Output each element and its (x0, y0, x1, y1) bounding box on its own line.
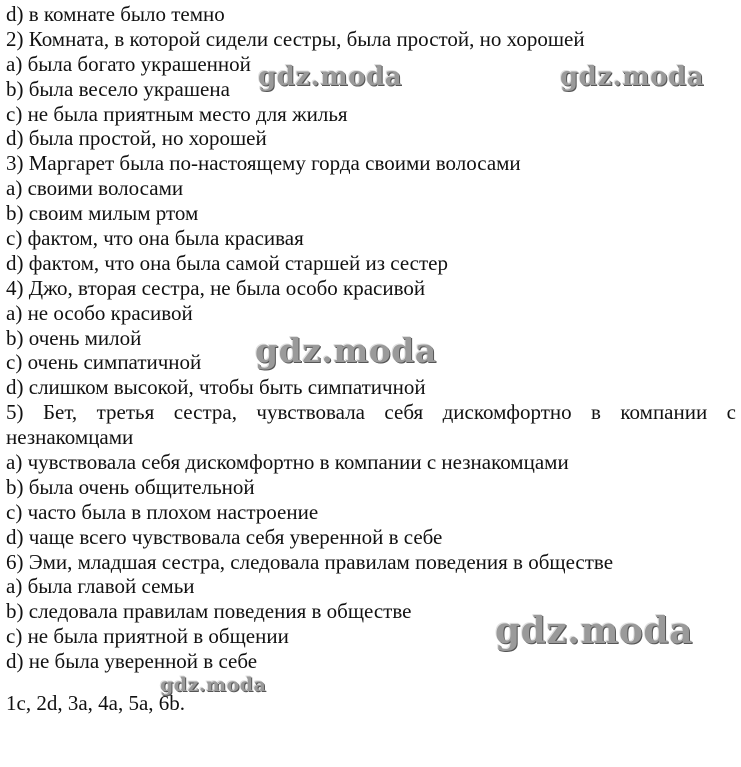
text-line: c) часто была в плохом настроение (6, 499, 319, 524)
text-line: a) была главой семьи (6, 574, 195, 599)
text-line: a) чувствовала себя дискомфортно в компании с незнакомцами (6, 450, 569, 475)
text-line: незнакомцами (6, 425, 134, 450)
question-line: 4) Джо, вторая сестра, не была особо красивой (6, 275, 426, 300)
text-line: d) в комнате было темно (6, 2, 225, 26)
watermark: gdz.moda (255, 331, 437, 370)
answer-key: 1c, 2d, 3a, 4a, 5a, 6b. (6, 691, 186, 716)
text-line: d) не была уверенной в себе (6, 649, 258, 674)
text-line: b) своим милым ртом (6, 201, 199, 226)
text-line: c) фактом, что она была красивая (6, 226, 304, 251)
text-line: b) очень милой (6, 325, 142, 350)
question-line: 2) Комната, в которой сидели сестры, была простой, но хорошей (6, 26, 585, 51)
spacer (6, 674, 736, 691)
text-line: a) была богато украшенной (6, 51, 251, 76)
watermark: gdz.moda (160, 674, 267, 696)
question-line: 5) Бет, третья сестра, чувствовала себя дискомфортно в компании с (6, 400, 736, 425)
text-line: a) не особо красивой (6, 300, 193, 325)
text-line: b) была весело украшена (6, 76, 230, 101)
text-line: d) слишком высокой, чтобы быть симпатичной (6, 375, 426, 400)
text-line: b) следовала правилам поведения в обществе (6, 599, 412, 624)
question-line: 6) Эми, младшая сестра, следовала правилам поведения в обществе (6, 549, 614, 574)
text-line: d) фактом, что она была самой старшей из сестер (6, 250, 449, 275)
text-line: d) была простой, но хорошей (6, 126, 267, 151)
watermark: gdz.moda (258, 62, 403, 92)
text-line: c) не была приятной в общении (6, 624, 289, 649)
text-line: c) очень симпатичной (6, 350, 202, 375)
text-line: d) чаще всего чувствовала себя уверенной в себе (6, 524, 443, 549)
watermark: gdz.moda (560, 62, 705, 92)
text-line: c) не была приятным место для жилья (6, 101, 348, 126)
question-line: 3) Маргарет была по-настоящему горда своими волосами (6, 151, 521, 176)
text-line: b) была очень общительной (6, 474, 255, 499)
watermark: gdz.moda (495, 610, 693, 652)
text-line: a) своими волосами (6, 176, 184, 201)
